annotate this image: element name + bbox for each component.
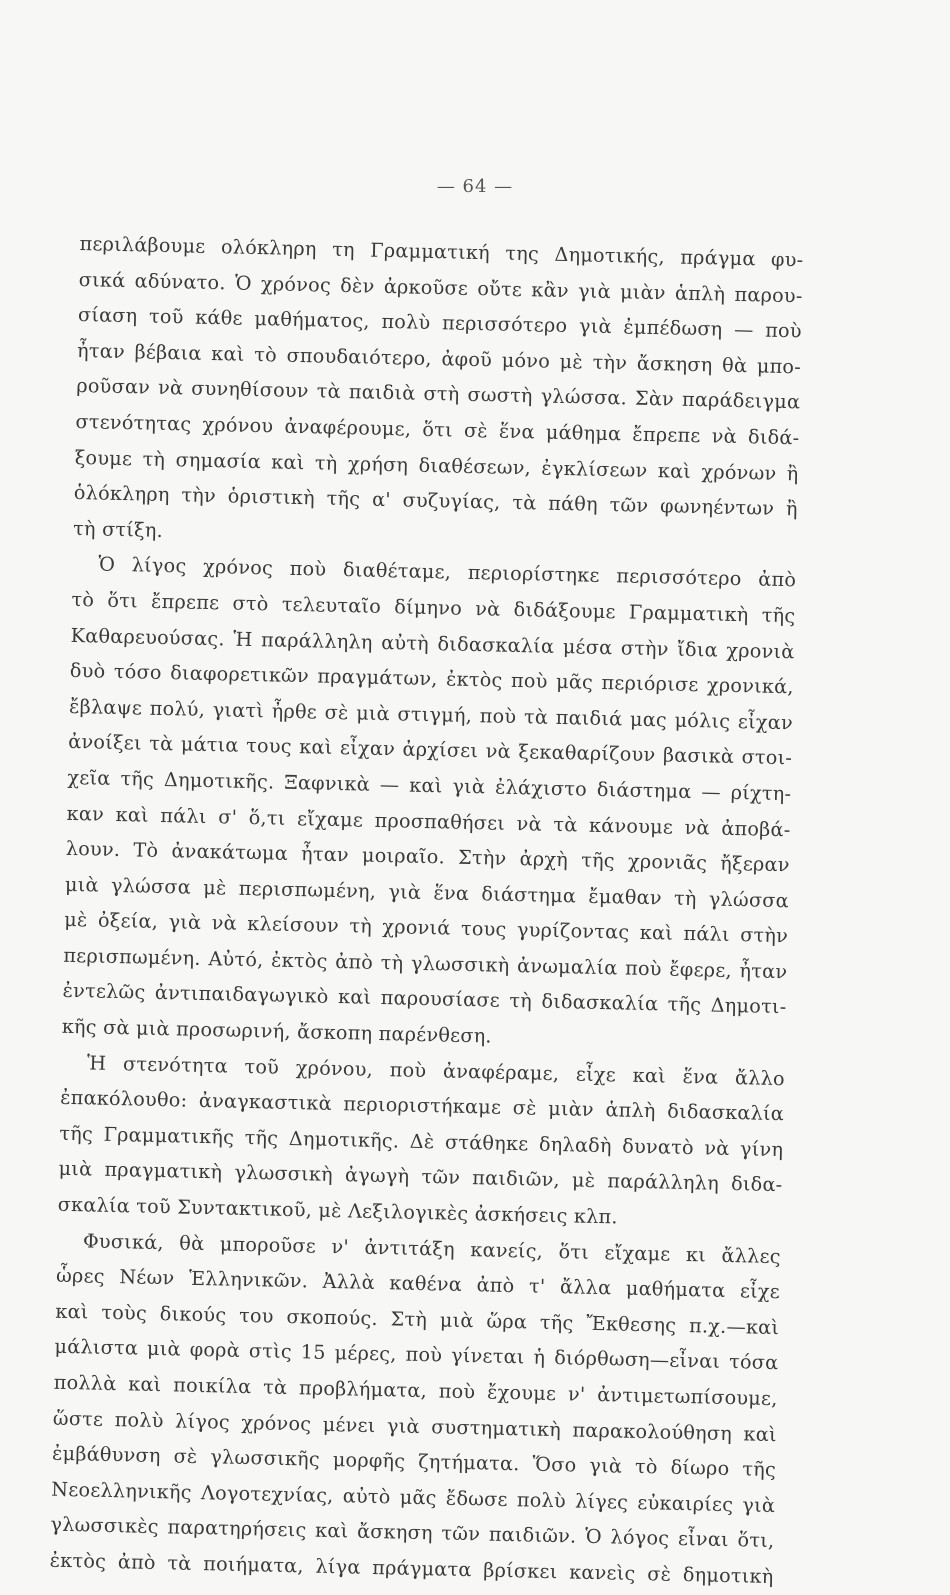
text-line: καὶ τοὺς δικούς του σκοπούς. Στὴ μιὰ ὥρα τῆς Ἔκθεσης π.χ.—καὶ [55, 1299, 780, 1339]
text-line: καν καὶ πάλι σ' ὅ,τι εἴχαμε προσπαθήσει νὰ τὰ κάνουμε νὰ ἀποβά- [66, 801, 791, 841]
text-line: Καθαρευούσας. Ἡ παράλληλη αὐτὴ διδασκαλία μέσα στὴν ἴδια χρονιὰ [70, 623, 795, 663]
paragraph [61, 546, 796, 1061]
text-line: ἦταν βέβαια καὶ τὸ σπουδαιότερο, ἀφοῦ μόνο μὲ τὴν ἄσκηση θὰ μπο- [76, 338, 802, 379]
text-line: σίαση τοῦ κάθε μαθήματος, πολὺ περισσότερο γιὰ ἐμπέδωση — ποὺ [77, 303, 803, 343]
text-line: Ἡ στενότητα τοῦ χρόνου, ποὺ ἀναφέραμε, εἶχε καὶ ἕνα ἄλλο [86, 1051, 786, 1090]
text-line: δυὸ τόσο διαφορετικῶν πραγμάτων, ἐκτὸς ποὺ μᾶς περιόρισε χρονικά, [69, 659, 794, 699]
text-line: στενότητας χρόνου ἀναφέρουμε, ὅτι σὲ ἕνα μάθημα ἔπρεπε νὰ διδά- [75, 409, 800, 450]
text-line: ἐμβάθυνση σὲ γλωσσικῆς μορφῆς ζητήματα. Ὅσο γιὰ τὸ δίωρο τῆς [51, 1441, 777, 1482]
text-line: ροῦσαν νὰ συνηθίσουν τὰ παιδιὰ στὴ σωστὴ γλώσσα. Σὰν παράδειγμα [76, 374, 801, 414]
text-line: μιὰ γλώσσα μὲ περισπωμένη, γιὰ ἕνα διάστημα ἔμαθαν τὴ γλώσσα [64, 872, 790, 912]
text-line: Φυσικά, θὰ μποροῦσε ν' ἀντιτάξη κανείς, ὅτι εἴχαμε κι ἄλλες [82, 1228, 782, 1268]
text-line: ἐπακόλουθο: ἀναγκαστικὰ περιοριστήκαμε σὲ μιὰν ἁπλὴ διδασκαλία [59, 1086, 785, 1126]
text-line: ὧρες Νέων Ἑλληνικῶν. Ἀλλὰ καθένα ἀπὸ τ' ἄλλα μαθήματα εἶχε [55, 1263, 781, 1304]
text-line: λουν. Τὸ ἀνακάτωμα ἦταν μοιραῖο. Στὴν ἀρχὴ τῆς χρονιᾶς ἤξεραν [65, 836, 790, 877]
paragraph [49, 1222, 781, 1594]
text-line: ἀνοίξει τὰ μάτια τους καὶ εἶχαν ἀρχίσει νὰ ξεκαθαρίζουν βασικὰ στοι- [68, 730, 793, 770]
text-line: Ὁ λίγος χρόνος ποὺ διαθέταμε, περιορίστηκε περισσότερο ἀπὸ [98, 552, 797, 592]
text-line: μάλιστα μιὰ φορὰ στὶς 15 μέρες, ποὺ γίνεται ἡ διόρθωση—εἶναι τόσα [54, 1335, 779, 1375]
text-line: ὥστε πολὺ λίγος χρόνος μένει γιὰ συστηματικὴ παρακολούθηση καὶ [52, 1406, 778, 1446]
page-number: — 64 — [436, 176, 514, 197]
text-line: τὴ στίξη. [72, 516, 164, 542]
text-line: ἔβλαψε πολύ, γιατὶ ἦρθε σὲ μιὰ στιγμή, ποὺ τὰ παιδιά μας μόλις εἶχαν [68, 694, 794, 735]
text-line: μὲ ὀξεία, γιὰ νὰ κλείσουν τὴ χρονιά τους γυρίζοντας καὶ πάλι στὴν [63, 908, 789, 948]
text-line: κῆς σὰ μιὰ προσωρινή, ἄσκοπη παρένθεση. [61, 1014, 493, 1048]
text-line: χεῖα τῆς Δημοτικῆς. Ξαφνικὰ — καὶ γιὰ ἐλάχιστο διάστημα — ρίχτη- [67, 765, 792, 806]
paragraph [73, 226, 804, 563]
text-line: σικά αδύνατο. Ὁ χρόνος δὲν ἀρκοῦσε οὔτε κἂν γιὰ μιὰν ἁπλὴ παρου- [78, 267, 803, 308]
text-line: τῆς Γραμματικῆς τῆς Δημοτικῆς. Δὲ στάθηκε δηλαδὴ δυνατὸ νὰ γίνη [59, 1121, 784, 1162]
text-line: μιὰ πραγματικὴ γλωσσικὴ ἀγωγὴ τῶν παιδιῶν, μὲ παράλληλη διδα- [58, 1157, 783, 1197]
text-line: ἐντελῶς ἀντιπαιδαγωγικὸ καὶ παρουσίασε τὴ διδασκαλία τῆς Δημοτι- [62, 979, 787, 1019]
text-line: περισπωμένη. Αὐτό, ἐκτὸς ἀπὸ τὴ γλωσσικὴ ἀνωμαλία ποὺ ἔφερε, ἦταν [63, 943, 788, 984]
text-line: ὁλόκληρη τὴν ὁριστικὴ τῆς α' συζυγίας, τὰ πάθη τῶν φωνηέντων ἢ [73, 481, 799, 521]
text-line: σκαλία τοῦ Συντακτικοῦ, μὲ Λεξιλογικὲς ἀσκήσεις κλπ. [57, 1192, 619, 1229]
text-line: Νεοελληνικῆς Λογοτεχνίας, αὐτὸ μᾶς ἔδωσε πολὺ λίγες εὐκαιρίες γιὰ [51, 1477, 776, 1517]
text-line: ξουμε τὴ σημασία καὶ τὴ χρήση διαθέσεων, ἐγκλίσεων καὶ χρόνων ἢ [74, 445, 799, 485]
text-line: τὸ ὅτι ἔπρεπε στὸ τελευταῖο δίμηνο νὰ διδάξουμε Γραμματικὴ τῆς [71, 587, 796, 628]
body-text [49, 226, 803, 1595]
text-line: περιλάβουμε ολόκληρη τη Γραμματική της Δημοτικής, πράγμα φυ- [79, 231, 804, 272]
text-line: γλωσσικὲς παρατηρήσεις καὶ ἄσκηση τῶν παιδιῶν. Ὁ λόγος εἶναι ὅτι, [50, 1513, 775, 1553]
paragraph [57, 1044, 785, 1238]
text-line: πολλὰ καὶ ποικίλα τὰ προβλήματα, ποὺ ἔχουμε ν' ἀντιμετωπίσουμε, [53, 1370, 778, 1411]
text-line: ἐκτὸς ἀπὸ τὰ ποιήματα, λίγα πράγματα βρίσκει κανεὶς σὲ δημοτικὴ [49, 1548, 774, 1589]
